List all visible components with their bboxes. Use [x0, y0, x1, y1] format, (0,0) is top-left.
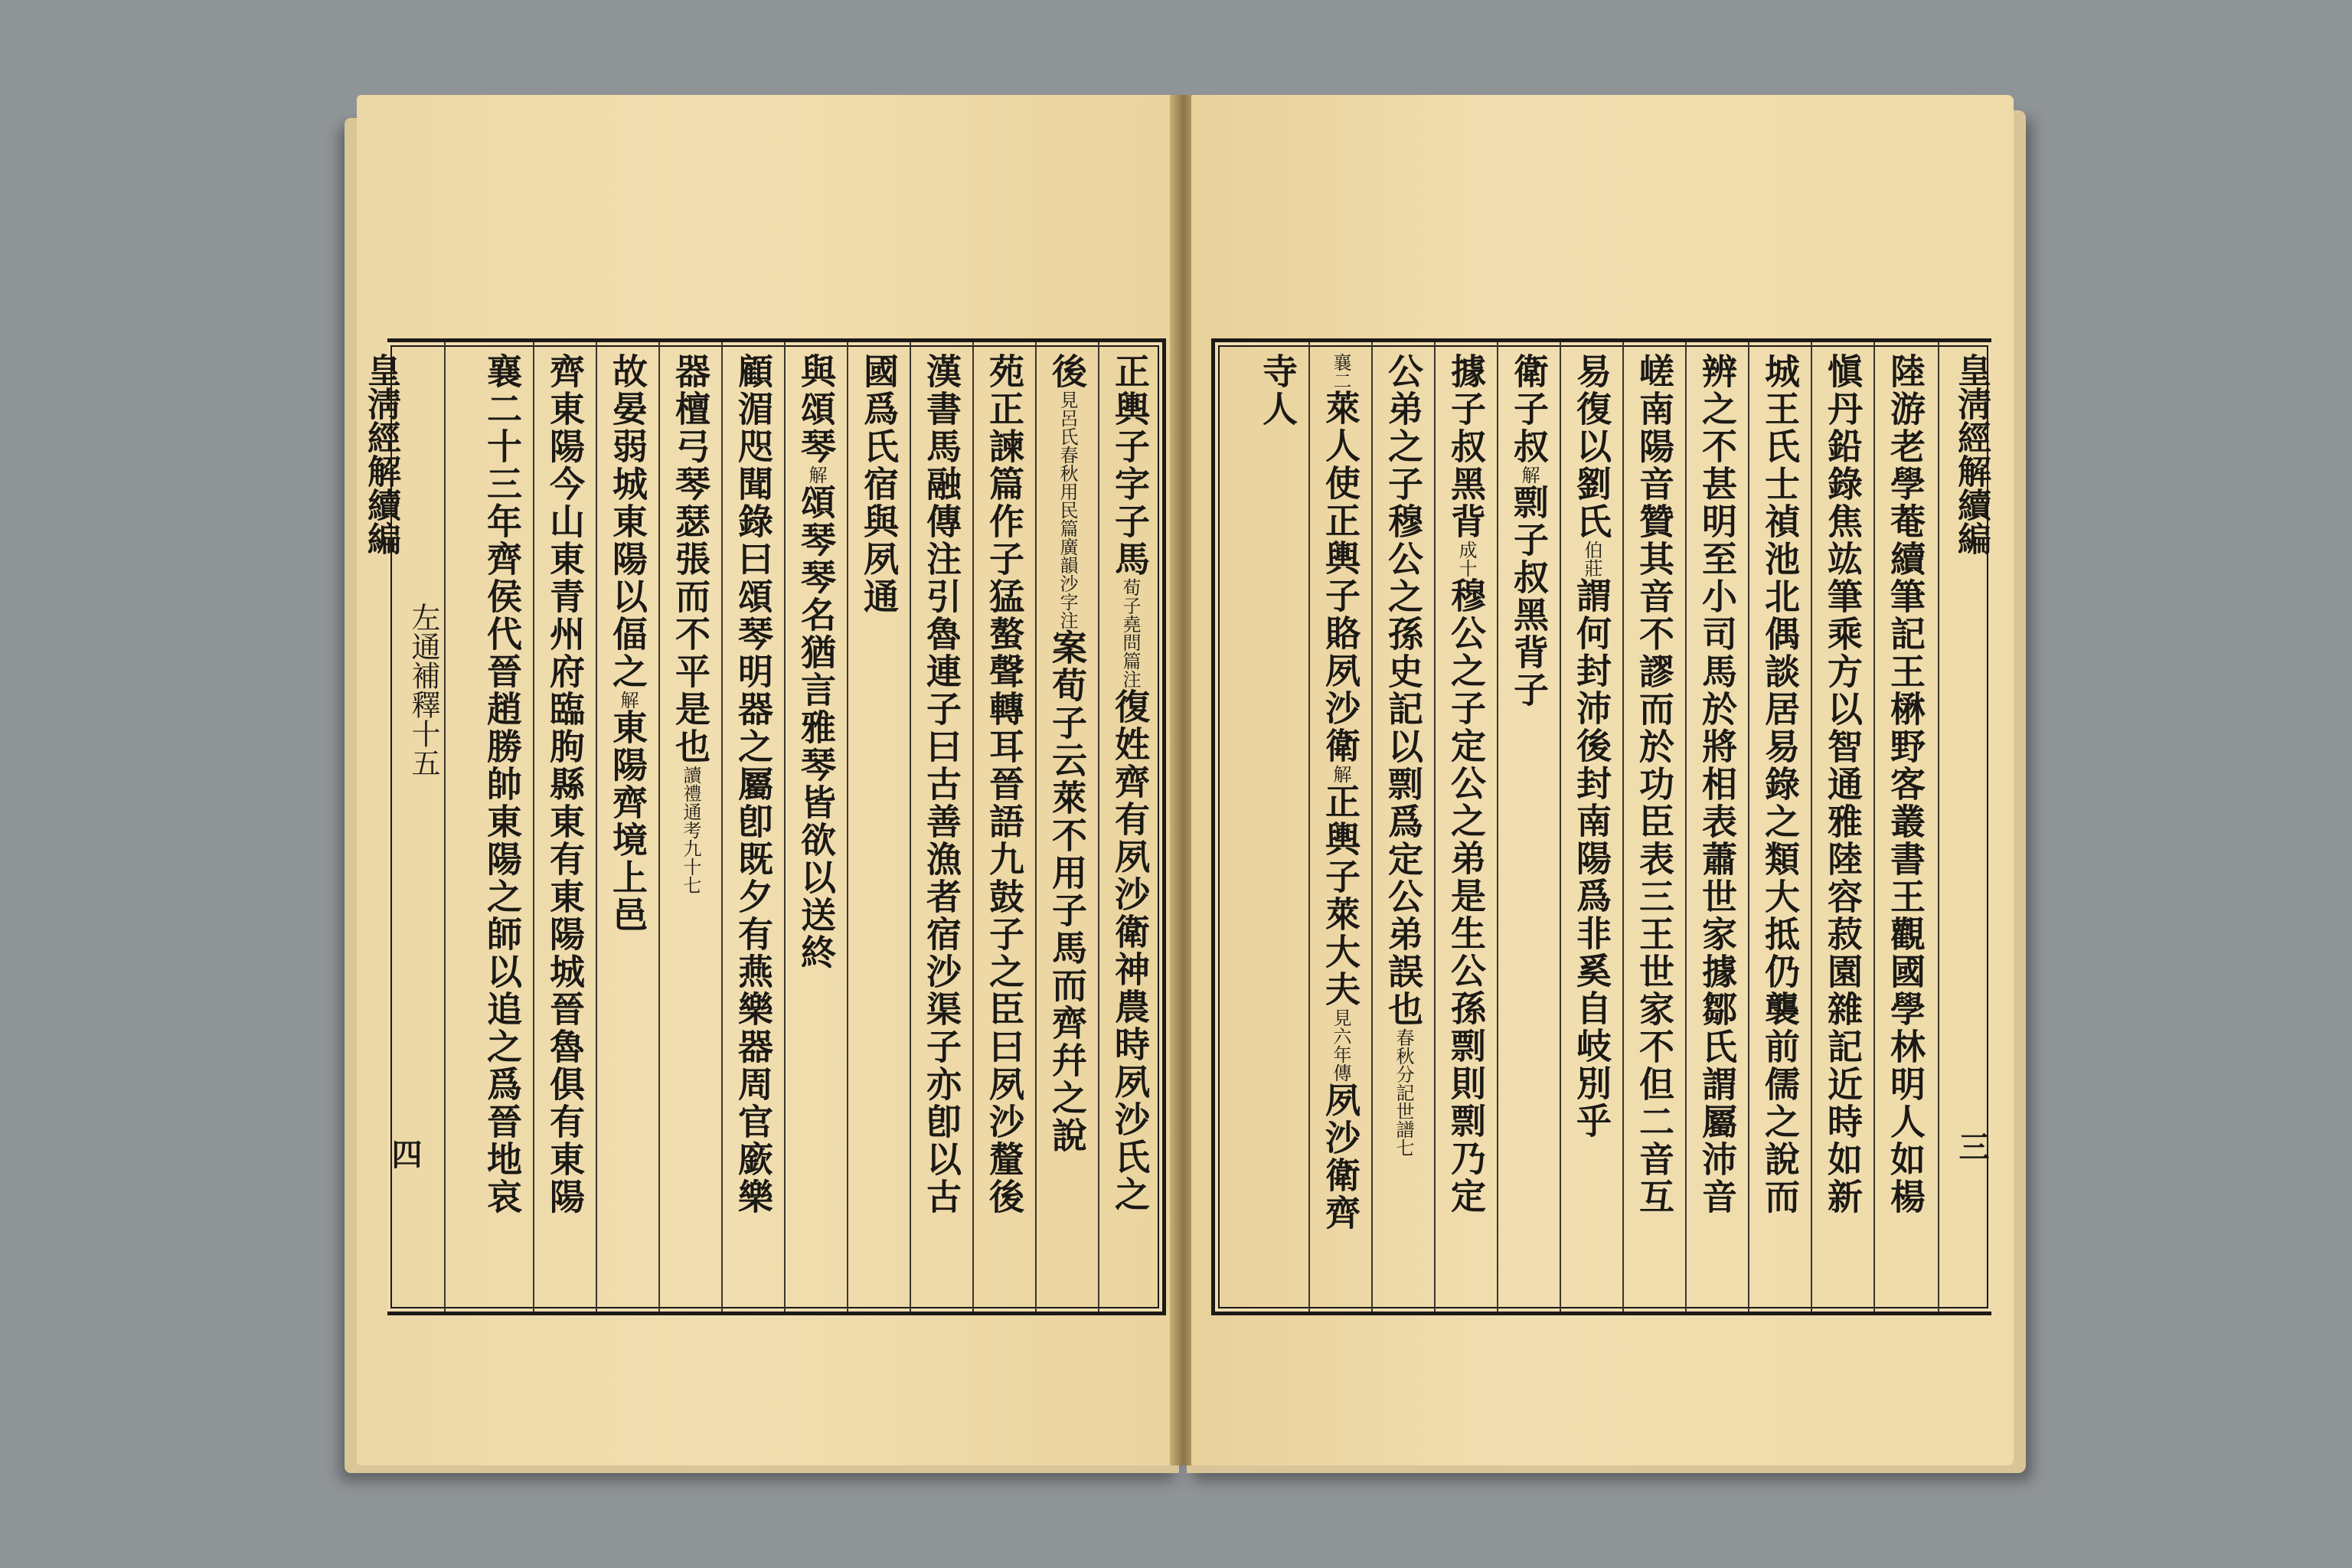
text-column: 據子叔黑背成十穆公之子定公之弟是生公孫剽則剽乃定 — [1446, 353, 1487, 1215]
text-column: 愼丹鉛錄焦竑筆乘方以智通雅陸容菽園雜記近時如新 — [1822, 353, 1864, 1216]
rule — [444, 342, 446, 1312]
left-folio: 四 — [387, 1138, 423, 1169]
text-column: 器檀弓琴瑟張而不平是也讀禮通考九十七 — [670, 353, 711, 894]
text-column: 與頌琴解頌琴琴名猶言雅琴皆欲以送終 — [795, 353, 837, 972]
left-page-frame — [361, 338, 1166, 1315]
rule — [1308, 342, 1310, 1312]
right-page-frame — [1211, 338, 1991, 1315]
rule — [658, 342, 660, 1312]
rule — [1371, 342, 1373, 1312]
text-column: 後見呂氏春秋用民篇廣韻沙字注案荀子云萊不用子馬而齊幷之說 — [1047, 353, 1088, 1155]
text-column: 齊東陽今山東青州府臨朐縣東有東陽城晉魯俱有東陽 — [544, 353, 586, 1216]
text-column: 易復以劉氏伯莊謂何封沛後封南陽爲非奚自岐別乎 — [1571, 353, 1612, 1140]
rule — [910, 342, 911, 1312]
rule — [533, 342, 534, 1312]
text-column: 正輿子字子馬荀子堯問篇注復姓齊有夙沙衛神農時夙沙氏之 — [1109, 353, 1151, 1214]
rule — [1560, 342, 1561, 1312]
text-column: 辨之不甚明至小司馬於將相表蕭世家據鄒氏謂屬沛音 — [1697, 353, 1738, 1216]
rule — [1434, 342, 1436, 1312]
left-banner-section — [400, 603, 447, 1301]
text-column: 漢書馬融傳注引魯連子曰古善漁者宿沙渠子亦卽以古 — [921, 353, 962, 1216]
text-column: 嵯南陽音贊其音不謬而於功臣表三王世家不但二音互 — [1634, 353, 1675, 1216]
rule — [847, 342, 848, 1312]
text-column: 衛子叔解剽子叔黑背子 — [1508, 353, 1550, 709]
rule — [784, 342, 786, 1312]
text-column: 苑正諫篇作子猛螯聲轉耳晉語九鼓子之臣曰夙沙釐後 — [984, 353, 1025, 1216]
text-column: 寺人 — [1257, 353, 1298, 428]
text-column: 陸游老學菴續筆記王楙野客叢書王觀國學林明人如楊 — [1885, 353, 1926, 1216]
rule — [1938, 342, 1939, 1312]
rule — [1811, 342, 1812, 1312]
rule — [596, 342, 597, 1312]
text-column: 顧湄咫聞錄曰頌琴明器之屬卽既夕有燕樂器周官廞樂 — [733, 353, 774, 1216]
text-column: 國爲氏宿與夙通 — [858, 353, 900, 616]
text-column: 城王氏士禎池北偶談居易錄之類大抵仍襲前儒之說而 — [1759, 353, 1801, 1216]
text-column: 故晏弱城東陽以偪之解東陽齊境上邑 — [607, 353, 648, 934]
rule — [1873, 342, 1875, 1312]
right-page — [1191, 95, 2014, 1465]
text-column: 襄二萊人使正輿子賂夙沙衛解正輿子萊大夫見六年傳夙沙衛齊 — [1320, 353, 1361, 1232]
rule — [1035, 342, 1037, 1312]
banner-section: 左通補釋十五 — [407, 603, 440, 777]
rule — [721, 342, 723, 1312]
banner-title: 皇淸經解續編 — [361, 353, 400, 555]
rule — [1497, 342, 1498, 1312]
banner-title: 皇淸經解續編 — [1952, 353, 1991, 555]
text-column: 公弟之子穆公之孫史記以剽爲定公弟誤也春秋分記世譜七 — [1383, 353, 1424, 1157]
left-page — [357, 95, 1176, 1465]
rule — [1098, 342, 1099, 1312]
rule — [1748, 342, 1749, 1312]
text-column: 襄二十三年齊侯代晉趙勝帥東陽之師以追之爲晉地哀 — [482, 353, 523, 1216]
rule — [1622, 342, 1624, 1312]
rule — [1685, 342, 1687, 1312]
open-book — [345, 95, 2026, 1473]
right-folio: 三 — [1954, 1131, 1990, 1161]
rule — [972, 342, 974, 1312]
